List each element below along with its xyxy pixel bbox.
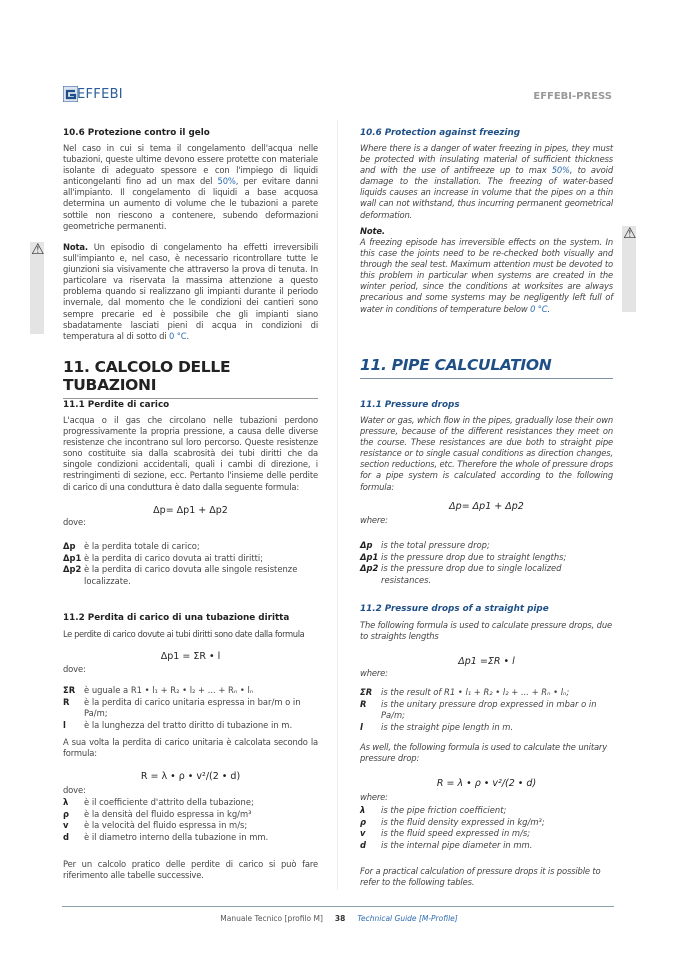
definition: è la perdita di carico unitaria espressa in bar/m o in Pa/m; [84,696,301,719]
symbol: Δp1 [63,552,82,563]
section-11-2-text: Le perdite di carico dovute ai tubi diritti sono date dalla formula [63,629,305,639]
definition: è la perdita di carico dovuta alle singole resistenze localizzate. [84,564,298,586]
list-item [63,541,318,553]
page-number: 38 [334,914,346,923]
text: Un episodio di congelamento ha effetti irreversibili sull'impianto e, nel caso, è necessario ricontrollare tutte le giunzioni sia visivamente che attraverso la prova di tenuta. In particolare va riservata la massima attenzione a questo problema quando si realizzano gli impianti durante il periodo invernale, dal momento che le condizioni dei cantieri sono sempre precarie ed è possibile che gli impianti siano sbadatamente lasciati pieni di acqua in condizioni di temperatura al di sotto di [63,242,318,341]
definition: è la perdita di carico dovuta ai tratti diritti; [84,552,264,563]
symbol: Δp2 [360,563,379,574]
text: A freezing episode has irreversible effects on the system. In this case the joints need to be re-checked both visually and through the seal test. Maximum attention must be devoted to this problem in particular when systems are created in the winter period, since the conditions at worksites are always precarious and some systems may be negligently left full of water in conditions of temperature below [360,237,613,314]
definition: è la perdita totale di carico; [84,541,200,551]
note-text [63,242,318,342]
list-item [63,820,318,832]
text: Where there is a danger of water freezing in pipes, they must be protected with insulating material of sufficient thickness and with the use of antifreeze up to max [360,143,613,176]
definition: is the pressure drop due to single localized resistances. [381,563,562,585]
list-item [360,699,613,722]
symbol: Δp2 [63,564,82,575]
symbol: ρ [63,808,69,819]
list-item [360,563,613,586]
symbol: l [63,719,66,730]
unit-drop-intro: A sua volta la perdita di carico unitaria è calcolata secondo la formula: [63,737,318,759]
where-label: dove: [63,664,86,674]
definition: is the result of R1 • l₁ + R₂ • l₂ + ... + Rₙ • lₙ; [381,687,570,697]
definition: is the pressure drop due to straight lengths; [381,551,567,562]
definition: is the internal pipe diameter in mm. [381,839,533,850]
section-11-1-text: L'acqua o il gas che circolano nelle tubazioni perdono progressivamente la propria pressione, a causa delle diverse resistenze che incontrano sul loro percorso. Queste resistenze sono costituite sia dalla scabrosità dei tubi diritti che da singole condizioni accidentali, quali i cambi di direzione, i restringimenti di sezione, ecc. Pertanto l'insieme delle perdite di carico di una conduttura è dato dalla seguente formula: [63,415,318,492]
warning-icon: ⚠ [31,240,45,258]
note-label-en: Note. [360,226,385,236]
definition: is the straight pipe length in m. [381,721,514,732]
section-11-2-title: 11.2 Perdita di carico di una tubazione diritta [63,613,290,623]
footer-right: Technical Guide [M-Profile] [357,914,458,923]
symbol: v [63,820,69,831]
highlight-50-percent: 50% [217,176,236,187]
symbol: v [360,828,366,839]
highlight-50-percent: 50% [551,165,570,176]
note-label: Nota. [63,242,88,252]
where-label-en: where: [360,792,388,802]
symbol: d [63,831,69,842]
definitions-list [63,541,318,587]
effebi-logo [63,86,123,102]
where-label: dove: [63,517,86,527]
symbol: l [360,721,363,732]
section-11-2-text-en: The following formula is used to calculate pressure drops, due to straights lengths [360,620,612,642]
footer-rule [62,906,614,907]
where-label-en: where: [360,515,388,525]
list-item [63,564,318,587]
formula-unit-drop-en: R = λ • ρ • v²/(2 • d) [436,778,537,789]
list-item [63,697,318,720]
section-11-1-title: 11.1 Perdite di carico [63,400,170,410]
chapter-11-title-en: 11. PIPE CALCULATION [360,356,613,379]
tables-reference-en: For a practical calculation of pressure drops it is possible to refer to the following tables. [360,866,601,888]
list-item [63,832,318,844]
text: . [547,303,551,314]
unit-drop-intro-en: As well, the following formula is used to calculate the unitary pressure drop: [360,742,608,764]
definition: è il diametro interno della tubazione in mm. [84,831,269,842]
list-item [360,828,613,840]
section-10-6-title: 10.6 Protezione contro il gelo [63,128,210,138]
symbol: ΣR [360,687,373,697]
definition: è uguale a R1 • l₁ + R₂ • l₂ + ... + Rₙ • lₙ [84,685,254,695]
list-item [360,817,613,829]
definitions-list-en [360,540,613,586]
list-item [360,805,613,817]
definition: is the pipe friction coefficient; [381,805,507,815]
list-item [360,687,613,699]
definition: è la densità del fluido espressa in kg/m³ [84,808,252,819]
note-text-en [360,237,613,315]
definitions-list-en [360,805,613,851]
section-10-6-text [63,143,318,232]
where-label: dove: [63,785,86,795]
formula-total-drop-en: Δp= Δp1 + Δp2 [449,501,524,512]
text: , to avoid damage to the installation. The freezing of water-based liquids causes an increase in volume that the pipes on a thin wall can not withstand, thus incurring permanent geometrical deformation. [360,165,613,220]
symbol: Δp [63,541,76,551]
text: . [186,330,189,341]
text: , per evitare danni all'impianto. Il congelamento di liquidi a base acquosa determina un aumento di volume che le tubazioni a parete sottile non riescono a contenere, subendo deformazioni geometriche permanenti. [63,176,318,231]
section-11-2-title-en: 11.2 Pressure drops of a straight pipe [360,604,549,614]
list-item [63,809,318,821]
symbol: λ [360,805,366,815]
list-item [360,552,613,564]
formula-unit-drop: R = λ • ρ • v²/(2 • d) [140,771,241,782]
warning-icon: ⚠ [623,224,637,242]
formula-straight: Δp1 = ΣR • l [160,651,221,662]
logo-mark-icon [63,86,78,102]
section-10-6-title-en: 10.6 Protection against freezing [360,128,521,138]
list-item [360,840,613,852]
logo-text: EFFEBI [77,87,123,102]
column-divider [337,120,338,890]
symbol: λ [63,797,69,807]
symbol: Δp [360,540,373,550]
chapter-11-title: 11. CALCOLO DELLE TUBAZIONI [63,358,318,399]
list-item [360,722,613,734]
definition: è la lunghezza del tratto diritto di tubazione in m. [84,719,293,730]
definition: is the unitary pressure drop expressed in mbar o in Pa/m; [381,698,597,721]
list-item [63,685,318,697]
list-item [360,540,613,552]
footer-left: Manuale Tecnico [profilo M] [220,914,323,923]
symbol: R [63,696,70,707]
definition: is the fluid speed expressed in m/s; [381,828,531,839]
text: Nel caso in cui si tema il congelamento dell'acqua nelle tubazioni, queste ultime devono essere protette con materiale isolante di adeguato spessore e con l'impiego di liquidi anticongelanti fino ad un max del [63,143,318,187]
definitions-list [63,797,318,843]
definition: è il coefficiente d'attrito della tubazione; [84,797,254,807]
symbol: ΣR [63,685,76,695]
temperature: 0 °C [169,330,187,341]
definitions-list [63,685,318,731]
list-item [63,797,318,809]
section-11-1-title-en: 11.1 Pressure drops [360,400,460,410]
definitions-list-en [360,687,613,733]
section-11-1-text-en: Water or gas, which flow in the pipes, gradually lose their own pressure, because of the different resistances they meet on the course. These resistances are due both to straight pipe resistance or to single casual conditions as direction changes, section reductions, etc. Therefore the whole of pressure drops for a pipe system is calculated according to the following formula: [360,415,613,492]
symbol: Δp1 [360,551,379,562]
footer [0,914,678,923]
formula-total-drop: Δp= Δp1 + Δp2 [153,505,228,516]
definition: is the total pressure drop; [381,540,490,550]
where-label-en: where: [360,668,388,678]
list-item [63,720,318,732]
list-item [63,553,318,565]
definition: is the fluid density expressed in kg/m³; [381,816,545,827]
brand-label: EFFEBI-PRESS [533,91,612,102]
definition: è la velocità del fluido espressa in m/s; [84,820,248,831]
temperature: 0 °C [530,303,548,314]
tables-reference: Per un calcolo pratico delle perdite di carico si può fare riferimento alle tabelle successive. [63,859,318,881]
formula-straight-en: Δp1 =ΣR • l [458,656,515,667]
symbol: R [360,698,367,709]
section-10-6-text-en [360,143,613,221]
symbol: d [360,839,366,850]
symbol: ρ [360,816,366,827]
